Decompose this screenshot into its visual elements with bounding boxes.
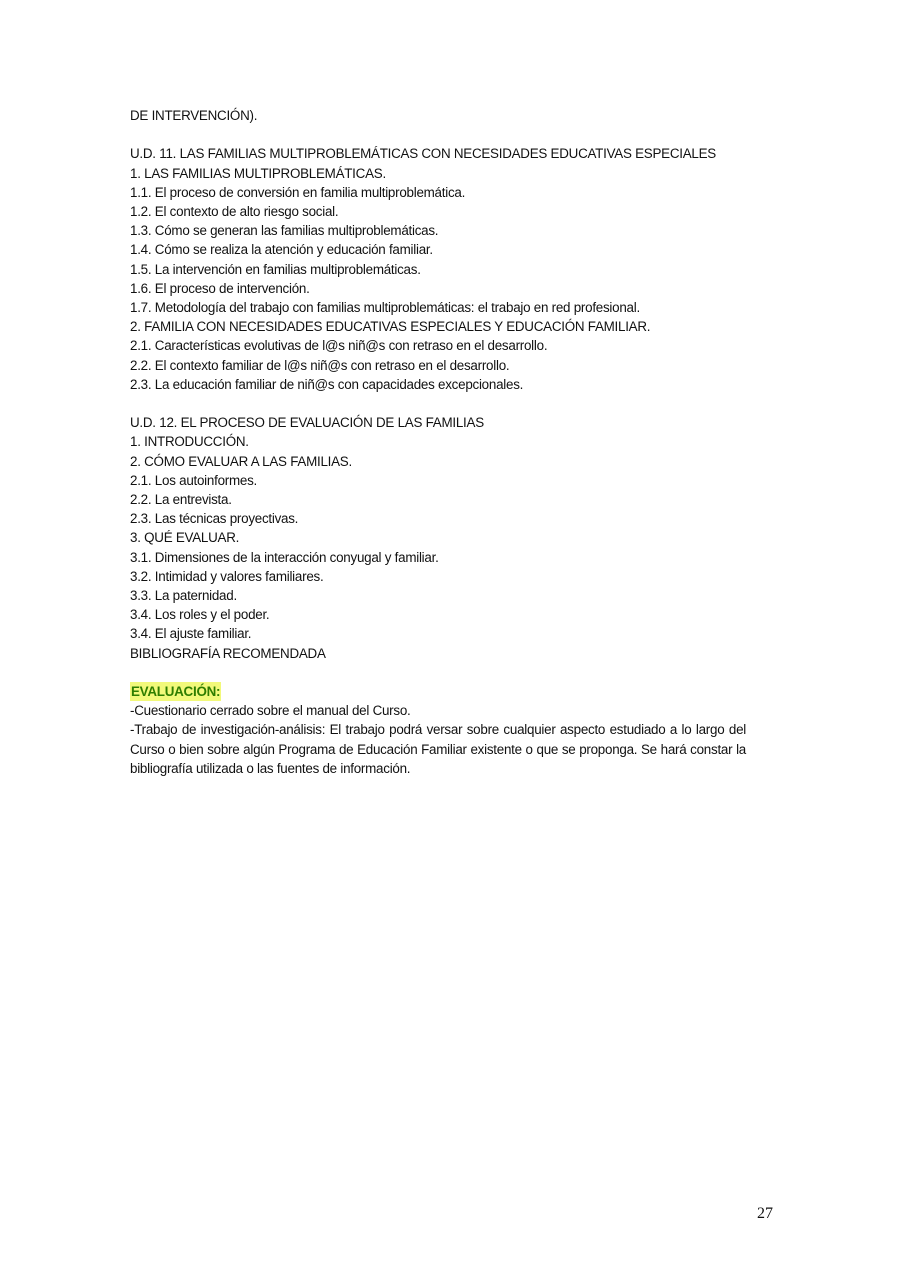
unit-11-line: 1.5. La intervención en familias multiproblemáticas. xyxy=(130,261,421,277)
unit-11-line: 1.1. El proceso de conversión en familia multiproblemática. xyxy=(130,184,466,200)
unit-12-title: U.D. 12. EL PROCESO DE EVALUACIÓN DE LAS FAMILIAS xyxy=(130,415,484,431)
unit-11-line: 1.7. Metodología del trabajo con familias multiproblemáticas: el trabajo en red profesional. xyxy=(130,300,640,316)
unit-11-section xyxy=(130,144,746,394)
unit-12-line: 3. QUÉ EVALUAR. xyxy=(130,530,240,546)
unit-11-line: 2.3. La educación familiar de niñ@s con capacidades excepcionales. xyxy=(130,376,524,392)
unit-12-line: 2.2. La entrevista. xyxy=(130,492,232,508)
unit-12-line: 3.3. La paternidad. xyxy=(130,588,237,604)
unit-12-line: 2.1. Los autoinformes. xyxy=(130,472,257,488)
unit-12-section xyxy=(130,413,746,663)
unit-12-line: 2.3. Las técnicas proyectivas. xyxy=(130,511,299,527)
page-body xyxy=(130,106,746,778)
bibliography-heading: BIBLIOGRAFÍA RECOMENDADA xyxy=(130,645,326,661)
unit-11-line: 2.1. Características evolutivas de l@s niñ@s con retraso en el desarrollo. xyxy=(130,338,548,354)
evaluation-heading: EVALUACIÓN: xyxy=(130,682,221,701)
spacer xyxy=(130,394,746,413)
unit-12-line: 3.4. El ajuste familiar. xyxy=(130,626,252,642)
unit-11-line: 2. FAMILIA CON NECESIDADES EDUCATIVAS ESPECIALES Y EDUCACIÓN FAMILIAR. xyxy=(130,319,651,335)
unit-11-line: 1. LAS FAMILIAS MULTIPROBLEMÁTICAS. xyxy=(130,165,386,181)
unit-11-line: 1.2. El contexto de alto riesgo social. xyxy=(130,204,339,219)
spacer xyxy=(130,663,746,682)
spacer xyxy=(130,125,746,144)
unit-12-line: 3.1. Dimensiones de la interacción conyugal y familiar. xyxy=(130,549,439,565)
unit-11-line: 1.4. Cómo se realiza la atención y educación familiar. xyxy=(130,242,433,258)
unit-11-line: 1.6. El proceso de intervención. xyxy=(130,280,310,296)
evaluation-section xyxy=(130,682,746,778)
unit-11-line: 2.2. El contexto familiar de l@s niñ@s con retraso en el desarrollo. xyxy=(130,357,510,373)
page-number: 27 xyxy=(757,1205,773,1222)
unit-12-line: 2. CÓMO EVALUAR A LAS FAMILIAS. xyxy=(130,453,352,469)
unit-11-title: U.D. 11. LAS FAMILIAS MULTIPROBLEMÁTICAS CON NECESIDADES EDUCATIVAS ESPECIALES xyxy=(130,146,716,162)
evaluation-item: -Cuestionario cerrado sobre el manual del Curso. xyxy=(130,703,411,719)
unit-12-line: 3.2. Intimidad y valores familiares. xyxy=(130,568,324,584)
unit-12-line: 1. INTRODUCCIÓN. xyxy=(130,434,249,450)
unit-12-line: 3.4. Los roles y el poder. xyxy=(130,607,270,623)
evaluation-item: -Trabajo de investigación-análisis: El trabajo podrá versar sobre cualquier aspecto estudiado a lo largo del Curso o bien sobre algún Programa de Educación Familiar existente o que se proponga. Se hará constar la bibliografía utilizada o las fuentes de información. xyxy=(130,722,746,776)
unit-11-line: 1.3. Cómo se generan las familias multiproblemáticas. xyxy=(130,223,439,239)
intro-line: DE INTERVENCIÓN). xyxy=(130,108,258,123)
